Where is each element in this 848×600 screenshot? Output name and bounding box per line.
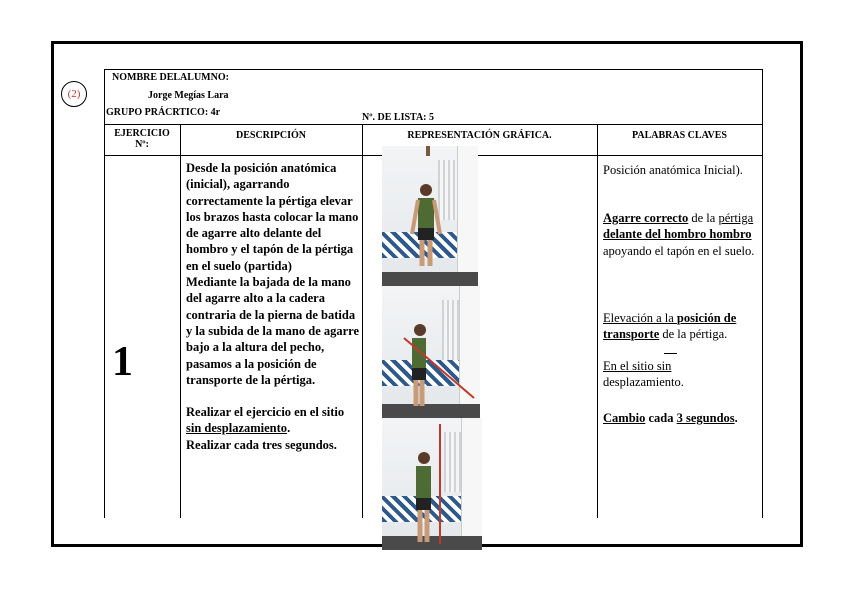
list-number: Nº. DE LISTA: 5 — [362, 112, 435, 123]
desc-p3-underlined: sin desplazamiento — [186, 421, 288, 436]
keyword-5-bold: Cambio — [603, 411, 646, 425]
keyword-1: Posición anatómica Inicial). — [603, 163, 743, 177]
athlete-figure-1 — [382, 146, 478, 286]
header-divider — [104, 124, 763, 125]
col-line-0 — [104, 124, 105, 518]
keyword-3-bold: posición de transporte — [603, 311, 737, 342]
exercise-photo-1 — [382, 146, 478, 286]
keyword-2-end: apoyando el tapón en el suelo. — [603, 243, 755, 258]
keyword-5-text: cada — [645, 411, 677, 425]
description-paragraph-3 — [186, 404, 360, 437]
column-header-palabras: PALABRAS CLAVES — [632, 130, 727, 141]
table-top-border — [104, 69, 762, 70]
keyword-2-text: de la — [688, 211, 719, 225]
exercise-photo-3 — [382, 418, 482, 550]
group-label: GRUPO PRÁCRTICO: 4r — [106, 107, 221, 118]
exercise-photo-2 — [382, 286, 480, 418]
column-header-representacion: REPRESENTACIÓN GRÁFICA. — [407, 130, 552, 141]
column-header-ejercicio-line1: EJERCICIO — [114, 128, 170, 139]
student-name: Jorge Megías Lara — [148, 90, 229, 101]
keyword-5-bold-2: 3 segundos — [676, 411, 735, 425]
keyword-4-underlined: En el sitio sin — [603, 359, 672, 373]
column-header-ejercicio-line2: Nº: — [135, 139, 149, 150]
column-header-descripcion: DESCRIPCIÓN — [235, 130, 306, 141]
column-header-ejercicio — [104, 128, 180, 150]
athlete-figure-2 — [382, 286, 480, 418]
exercise-description — [186, 160, 360, 453]
keyword-2-bold-2: delante del hombro hombro — [603, 227, 752, 242]
table-left-border — [104, 69, 105, 124]
keyword-2-underlined: pértiga — [718, 211, 754, 225]
table-right-border — [762, 69, 763, 518]
keyword-3-text: Elevación a la — [603, 311, 677, 325]
keyword-5-end: . — [734, 411, 738, 425]
keyword-4 — [603, 358, 763, 391]
page-number-badge: (2) — [61, 81, 87, 107]
keyword-5 — [603, 410, 763, 426]
keyword-2 — [603, 210, 763, 259]
keyword-3-end: de la pértiga. — [659, 327, 728, 342]
col-line-2 — [362, 124, 363, 518]
col-line-1 — [180, 124, 181, 518]
keyword-3 — [603, 310, 763, 343]
col-line-3 — [597, 124, 598, 518]
description-paragraph-1: Desde la posición anatómica (inicial), agarrando correctamente la pértiga elevar los brazos hasta colocar la mano de agarre alto delante del hombro y el tapón de la pértiga en el suelo (partida) — [186, 161, 359, 273]
keyword-mark — [664, 353, 677, 354]
desc-p3-end: . — [287, 421, 291, 436]
description-paragraph-2: Mediante la bajada de la mano del agarre alto a la cadera contraria de la pierna de batida y la subida de la mano de agarre bajo a la altura del pecho, pasamos a la posición de transporte de la pértiga. — [186, 275, 360, 387]
athlete-figure-3 — [382, 418, 482, 550]
desc-p3-text: Realizar el ejercicio en el sitio — [186, 405, 345, 420]
exercise-number: 1 — [112, 339, 133, 385]
name-label: NOMBRE DELALUMNO: — [112, 72, 229, 83]
keyword-2-bold: Agarre correcto — [603, 211, 689, 225]
description-paragraph-4: Realizar cada tres segundos. — [186, 437, 337, 452]
keyword-4-end: desplazamiento. — [603, 375, 684, 390]
